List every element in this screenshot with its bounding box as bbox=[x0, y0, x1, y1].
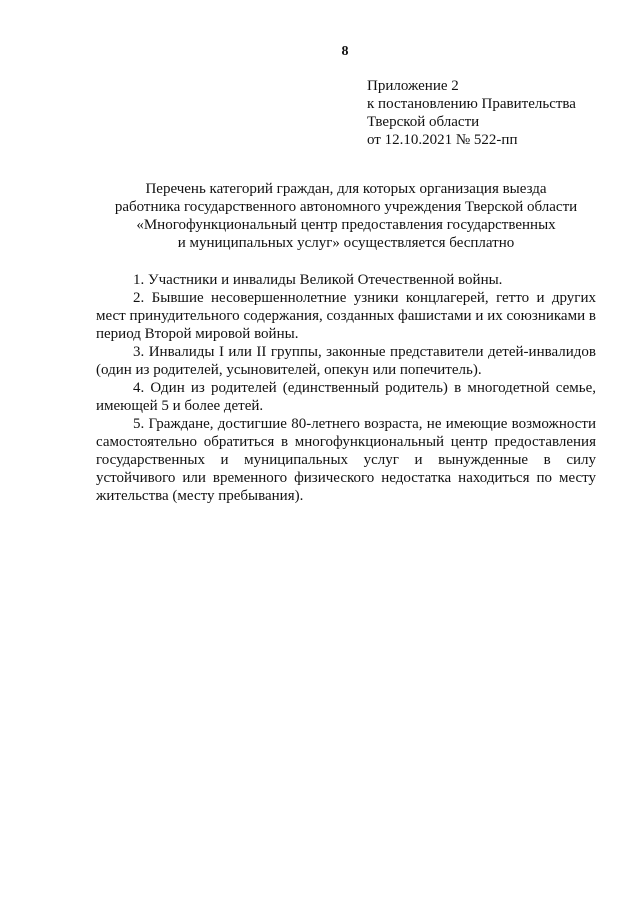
appendix-block bbox=[367, 77, 576, 149]
title-line: работника государственного автономного учреждения Тверской области bbox=[114, 199, 578, 215]
title-line: «Многофункциональный центр предоставления государственных bbox=[136, 217, 556, 233]
appendix-resolution-ref: к постановлению Правительства bbox=[367, 96, 576, 112]
list-item-1: 1. Участники и инвалиды Великой Отечественной войны. bbox=[133, 272, 503, 288]
appendix-region: Тверской области bbox=[367, 114, 480, 130]
list-item-4: 4. Один из родителей (единственный родитель) в многодетной семье, имеющей 5 и более детей. bbox=[96, 380, 596, 414]
page-number: 8 bbox=[341, 44, 349, 59]
title-line: и муниципальных услуг» осуществляется бесплатно bbox=[177, 235, 515, 251]
appendix-date-number: от 12.10.2021 № 522-пп bbox=[367, 132, 518, 148]
title-line: Перечень категорий граждан, для которых организация выезда bbox=[145, 181, 547, 197]
appendix-number: Приложение 2 bbox=[367, 78, 459, 94]
list-item-2: 2. Бывшие несовершеннолетние узники концлагерей, гетто и других мест принудительного содержания, созданных фашистами и их союзниками в период Второй мировой войны. bbox=[96, 290, 596, 342]
list-item-5: 5. Граждане, достигшие 80-летнего возраста, не имеющие возможности самостоятельно обратиться в многофункциональный центр предоставления государственных и муниципальных услуг и вынужденные в силу устойчивого или временного физического недостатка находиться по месту жительства (месту пребывания). bbox=[96, 416, 596, 504]
category-list bbox=[96, 271, 596, 505]
document-title bbox=[96, 180, 596, 252]
list-item-3: 3. Инвалиды I или II группы, законные представители детей-инвалидов (один из родителей, усыновителей, опекун или попечитель). bbox=[96, 344, 596, 378]
